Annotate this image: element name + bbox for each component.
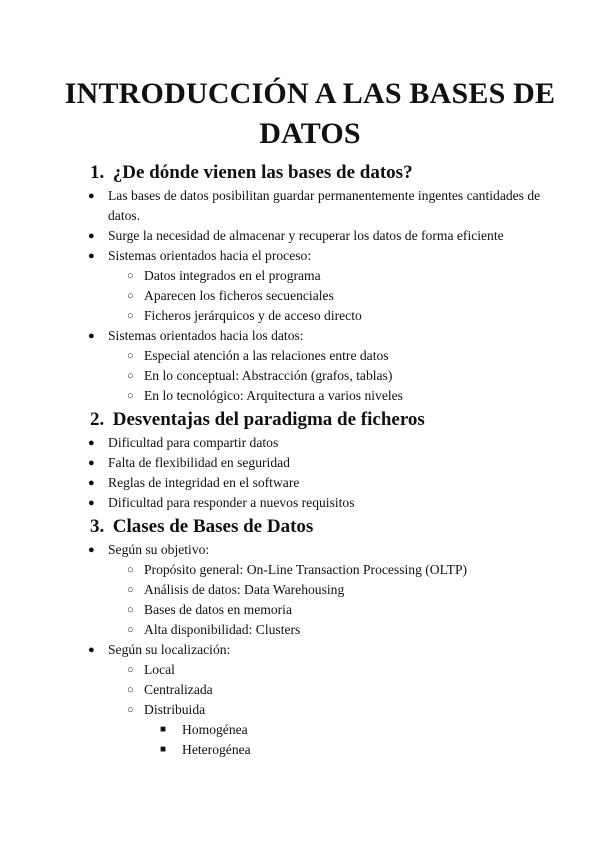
section-heading — [80, 407, 560, 433]
sub-list-item: ○ Alta disponibilidad: Clusters — [80, 620, 560, 640]
list-item: ● Sistemas orientados hacia el proceso: ○ Datos integrados en el programa ○ Aparecen los ficheros secuenciales ○ Ficheros jerárquicos y de acceso directo — [80, 246, 560, 326]
sub-list — [80, 266, 560, 326]
section-number: 2. — [90, 409, 105, 430]
circle-bullet-icon: ○ — [127, 290, 134, 302]
section-title: ¿De dónde vienen las bases de datos? — [112, 162, 413, 183]
circle-bullet-icon: ○ — [127, 604, 134, 616]
sub-list — [80, 660, 560, 760]
sub-list-item: ○ Aparecen los ficheros secuenciales — [80, 286, 560, 306]
circle-bullet-icon: ○ — [127, 624, 134, 636]
bullet-list — [80, 540, 560, 760]
sub-list — [80, 346, 560, 406]
list-item: ● Las bases de datos posibilitan guardar permanentemente ingentes cantidades de datos. — [88, 188, 541, 223]
circle-bullet-icon: ○ — [127, 684, 134, 696]
circle-bullet-icon: ○ — [127, 370, 134, 382]
bullet-icon: ● — [88, 190, 95, 202]
bullet-icon: ● — [88, 644, 95, 656]
bullet-icon: ● — [88, 230, 95, 242]
circle-bullet-icon: ○ — [127, 664, 134, 676]
sub-list-item: ○ Ficheros jerárquicos y de acceso directo — [80, 306, 560, 326]
section-title: Clases de Bases de Datos — [112, 516, 314, 537]
list-item: ● Sistemas orientados hacia los datos: ○ Especial atención a las relaciones entre datos ○ En lo conceptual: Abstracción (grafos, tablas) ○ En lo tecnológico: Arquitectura a varios niveles — [80, 326, 560, 406]
circle-bullet-icon: ○ — [127, 270, 134, 282]
sub-sub-list-item: ■ Homogénea — [80, 720, 560, 740]
list-item: ● Dificultad para responder a nuevos requisitos — [80, 493, 560, 513]
square-bullet-icon: ■ — [160, 744, 167, 755]
list-item: ● Según su objetivo: ○ Propósito general: On-Line Transaction Processing (OLTP) ○ Análisis de datos: Data Warehousing ○ Bases de datos en memoria ○ Alta disponibilidad: Clusters — [80, 540, 560, 640]
bullet-icon: ● — [88, 437, 95, 449]
list-item: ● Dificultad para compartir datos — [80, 433, 560, 453]
sub-list-item: ○ Distribuida ■ Homogénea ■ Heterogénea — [80, 700, 560, 760]
section-title: Desventajas del paradigma de ficheros — [112, 409, 425, 430]
circle-bullet-icon: ○ — [127, 390, 134, 402]
list-item: ● Surge la necesidad de almacenar y recuperar los datos de forma eficiente — [80, 226, 560, 246]
sub-list-item: ○ Análisis de datos: Data Warehousing — [80, 580, 560, 600]
sub-list-item: ○ Especial atención a las relaciones entre datos — [80, 346, 560, 366]
sub-list-item: ○ Centralizada — [80, 680, 560, 700]
circle-bullet-icon: ○ — [127, 310, 134, 322]
document-title: INTRODUCCIÓN A LAS BASES DE DATOS — [64, 77, 556, 150]
bullet-icon: ● — [88, 250, 95, 262]
bullet-icon: ● — [88, 477, 95, 489]
section-heading — [80, 160, 560, 186]
section-heading — [80, 514, 560, 540]
list-item: ● Reglas de integridad en el software — [80, 473, 560, 493]
sub-list-item: ○ En lo tecnológico: Arquitectura a varios niveles — [80, 386, 560, 406]
circle-bullet-icon: ○ — [127, 350, 134, 362]
section-number: 1. — [90, 162, 105, 183]
bullet-list — [80, 433, 560, 513]
circle-bullet-icon: ○ — [127, 584, 134, 596]
bullet-icon: ● — [88, 497, 95, 509]
bullet-icon: ● — [88, 457, 95, 469]
sub-list-item: ○ Bases de datos en memoria — [80, 600, 560, 620]
circle-bullet-icon: ○ — [127, 564, 134, 576]
sub-list-item: ○ Propósito general: On-Line Transaction Processing (OLTP) — [80, 560, 560, 580]
section-number: 3. — [90, 516, 105, 537]
circle-bullet-icon: ○ — [127, 704, 134, 716]
sub-list-item: ○ Datos integrados en el programa — [80, 266, 560, 286]
sub-sub-list-item: ■ Heterogénea — [80, 740, 560, 760]
sub-list-item: ○ Local — [80, 660, 560, 680]
list-item: ● Falta de flexibilidad en seguridad — [80, 453, 560, 473]
bullet-icon: ● — [88, 330, 95, 342]
list-item: ● Según su localización: ○ Local ○ Centralizada ○ Distribuida ■ Homogénea ■ Heterogénea — [80, 640, 560, 760]
sub-list — [80, 560, 560, 640]
bullet-icon: ● — [88, 544, 95, 556]
square-bullet-icon: ■ — [160, 724, 167, 735]
sub-list-item: ○ En lo conceptual: Abstracción (grafos, tablas) — [80, 366, 560, 386]
bullet-list — [80, 186, 560, 406]
sub-sub-list — [80, 720, 560, 760]
